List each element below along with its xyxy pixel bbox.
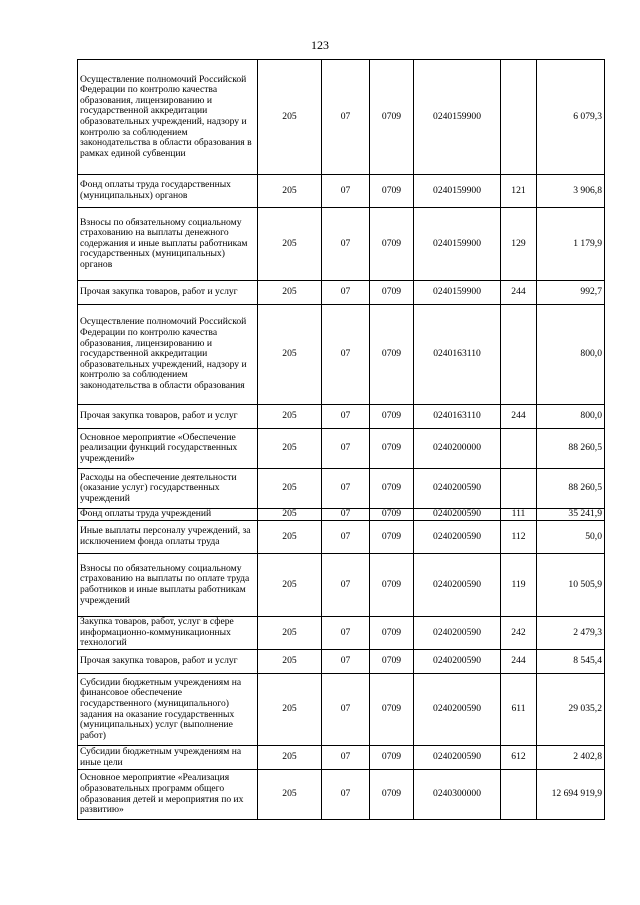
row-grbs: 205 [258,281,322,305]
row-amount: 12 694 919,9 [537,770,605,820]
row-grbs: 205 [258,770,322,820]
row-amount: 800,0 [537,405,605,429]
row-name: Осуществление полномочий Российской Федерации по контролю качества образования, лицензированию и государственной аккредитации образовательных учреждений, надзору и контролю за соблюдением законодательства в области образования в рамках единой субвенции [78,60,258,175]
row-expense-type: 112 [501,521,537,554]
row-grbs: 205 [258,208,322,281]
row-expense-type: 244 [501,281,537,305]
budget-table [77,59,605,820]
row-grbs: 205 [258,405,322,429]
row-section: 07 [322,60,370,175]
row-grbs: 205 [258,469,322,509]
table-row [78,521,605,554]
row-target-article: 0240200590 [414,650,501,674]
row-target-article: 0240200590 [414,746,501,770]
row-section: 07 [322,674,370,746]
row-expense-type: 119 [501,554,537,617]
row-name: Осуществление полномочий Российской Федерации по контролю качества образования, лицензированию и государственной аккредитации образовательных учреждений, надзору и контролю за соблюдением законодательства в области образования [78,305,258,405]
row-section: 07 [322,208,370,281]
row-amount: 6 079,3 [537,60,605,175]
row-section: 07 [322,469,370,509]
row-target-article: 0240200590 [414,521,501,554]
row-grbs: 205 [258,650,322,674]
row-section: 07 [322,554,370,617]
table-row [78,208,605,281]
table-row [78,617,605,650]
row-subsection: 0709 [370,405,414,429]
row-section: 07 [322,509,370,521]
row-section: 07 [322,175,370,208]
row-amount: 800,0 [537,305,605,405]
table-row [78,554,605,617]
row-target-article: 0240200590 [414,469,501,509]
row-name: Взносы по обязательному социальному страхованию на выплаты денежного содержания и иные выплаты работникам государственных (муниципальных) органов [78,208,258,281]
row-name: Закупка товаров, работ, услуг в сфере информационно-коммуникационных технологий [78,617,258,650]
row-subsection: 0709 [370,60,414,175]
row-expense-type: 129 [501,208,537,281]
table-row [78,509,605,521]
row-expense-type [501,60,537,175]
row-subsection: 0709 [370,469,414,509]
row-subsection: 0709 [370,770,414,820]
row-section: 07 [322,429,370,469]
row-grbs: 205 [258,60,322,175]
row-name: Расходы на обеспечение деятельности (оказание услуг) государственных учреждений [78,469,258,509]
row-expense-type [501,305,537,405]
row-subsection: 0709 [370,429,414,469]
row-expense-type [501,429,537,469]
row-section: 07 [322,746,370,770]
row-name: Иные выплаты персоналу учреждений, за исключением фонда оплаты труда [78,521,258,554]
row-subsection: 0709 [370,281,414,305]
row-expense-type: 612 [501,746,537,770]
row-name: Основное мероприятие «Реализация образовательных программ общего образования детей и мероприятия по их развитию» [78,770,258,820]
row-target-article: 0240163110 [414,305,501,405]
row-name: Прочая закупка товаров, работ и услуг [78,281,258,305]
row-target-article: 0240200590 [414,509,501,521]
row-subsection: 0709 [370,208,414,281]
row-target-article: 0240200000 [414,429,501,469]
row-amount: 88 260,5 [537,469,605,509]
row-amount: 8 545,4 [537,650,605,674]
row-name: Взносы по обязательному социальному страхованию на выплаты по оплате труда работников и иные выплаты работникам учреждений [78,554,258,617]
row-target-article: 0240200590 [414,617,501,650]
row-section: 07 [322,650,370,674]
row-expense-type [501,469,537,509]
row-expense-type: 611 [501,674,537,746]
row-expense-type: 242 [501,617,537,650]
row-expense-type: 111 [501,509,537,521]
row-name: Фонд оплаты труда учреждений [78,509,258,521]
table-row [78,405,605,429]
table-row [78,60,605,175]
row-section: 07 [322,305,370,405]
table-row [78,281,605,305]
row-name: Субсидии бюджетным учреждениям на иные цели [78,746,258,770]
row-subsection: 0709 [370,617,414,650]
row-name: Субсидии бюджетным учреждениям на финансовое обеспечение государственного (муниципального) задания на оказание государственных (муниципальных) услуг (выполнение работ) [78,674,258,746]
row-amount: 29 035,2 [537,674,605,746]
row-section: 07 [322,405,370,429]
row-subsection: 0709 [370,521,414,554]
row-section: 07 [322,770,370,820]
row-expense-type: 121 [501,175,537,208]
row-expense-type: 244 [501,405,537,429]
row-grbs: 205 [258,521,322,554]
row-amount: 992,7 [537,281,605,305]
row-subsection: 0709 [370,746,414,770]
budget-table-body [78,60,605,820]
row-target-article: 0240159900 [414,175,501,208]
row-amount: 35 241,9 [537,509,605,521]
row-amount: 50,0 [537,521,605,554]
table-row [78,305,605,405]
row-name: Основное мероприятие «Обеспечение реализации функций государственных учреждений» [78,429,258,469]
row-grbs: 205 [258,746,322,770]
row-grbs: 205 [258,617,322,650]
page-number: 123 [311,38,329,52]
row-expense-type [501,770,537,820]
row-grbs: 205 [258,175,322,208]
table-row [78,770,605,820]
table-row [78,175,605,208]
table-row [78,429,605,469]
row-target-article: 0240159900 [414,281,501,305]
row-name: Прочая закупка товаров, работ и услуг [78,650,258,674]
row-target-article: 0240300000 [414,770,501,820]
row-subsection: 0709 [370,509,414,521]
row-section: 07 [322,281,370,305]
row-name: Фонд оплаты труда государственных (муниципальных) органов [78,175,258,208]
row-amount: 88 260,5 [537,429,605,469]
row-amount: 10 505,9 [537,554,605,617]
table-row [78,469,605,509]
row-target-article: 0240159900 [414,60,501,175]
table-row [78,650,605,674]
row-target-article: 0240200590 [414,554,501,617]
row-target-article: 0240200590 [414,674,501,746]
row-amount: 2 402,8 [537,746,605,770]
row-grbs: 205 [258,554,322,617]
row-expense-type: 244 [501,650,537,674]
table-row [78,674,605,746]
row-subsection: 0709 [370,674,414,746]
row-subsection: 0709 [370,554,414,617]
row-grbs: 205 [258,509,322,521]
row-amount: 2 479,3 [537,617,605,650]
row-grbs: 205 [258,674,322,746]
row-subsection: 0709 [370,175,414,208]
row-target-article: 0240159900 [414,208,501,281]
row-section: 07 [322,521,370,554]
row-amount: 3 906,8 [537,175,605,208]
row-grbs: 205 [258,429,322,469]
row-subsection: 0709 [370,650,414,674]
row-target-article: 0240163110 [414,405,501,429]
row-name: Прочая закупка товаров, работ и услуг [78,405,258,429]
table-row [78,746,605,770]
row-amount: 1 179,9 [537,208,605,281]
row-grbs: 205 [258,305,322,405]
row-section: 07 [322,617,370,650]
row-subsection: 0709 [370,305,414,405]
